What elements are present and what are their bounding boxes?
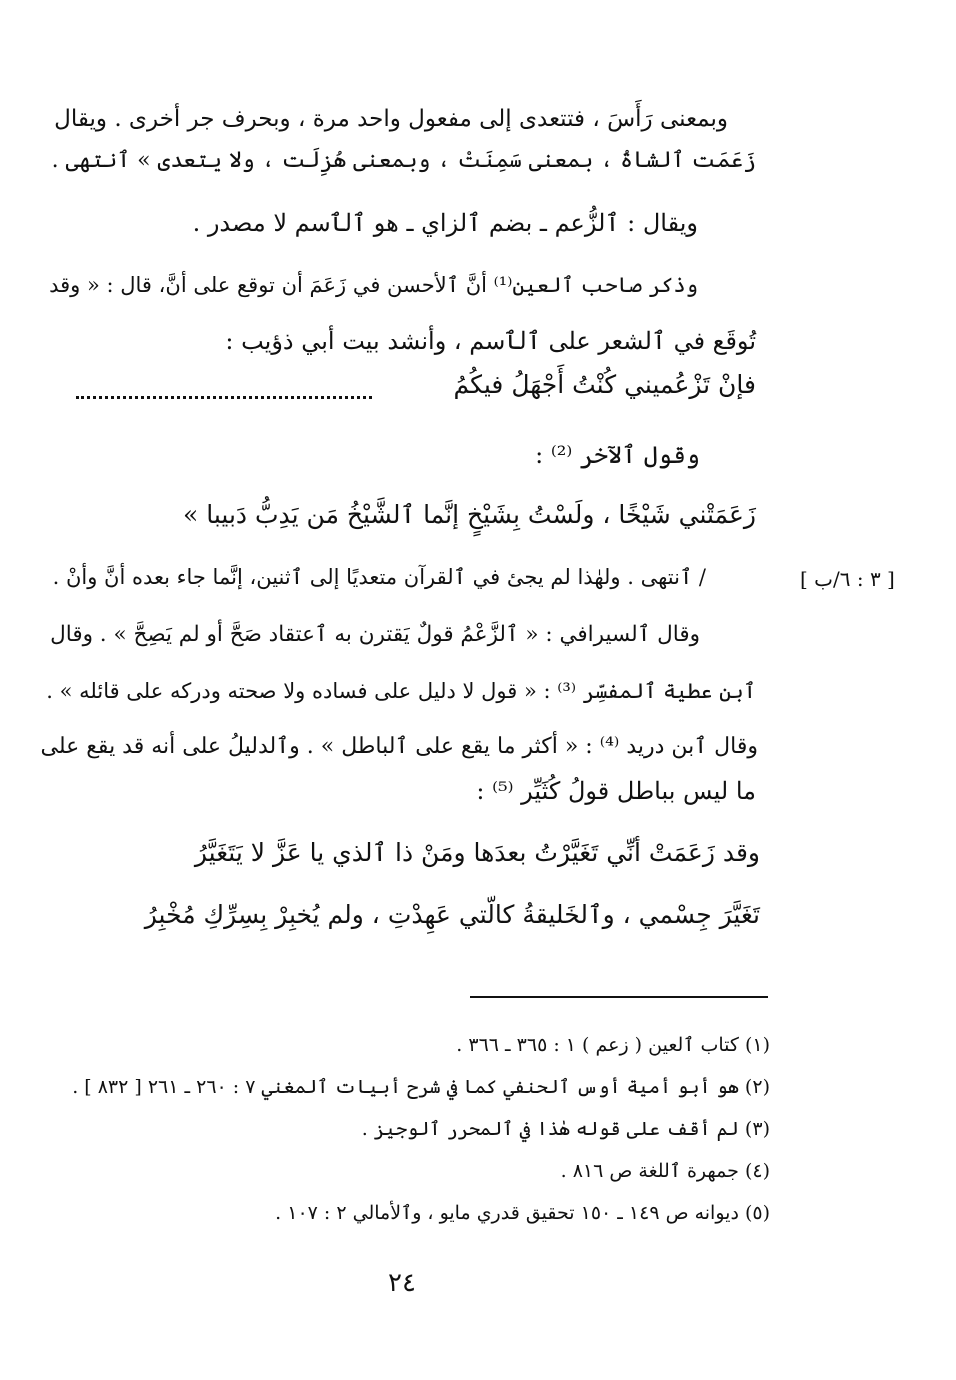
footnote-2: (٢) هو أبو أمية أوس ٱلحنفي كما في شرح أبيات ٱلمغني ٧ : ٢٦٠ ـ ٢٦١ [ ٨٣٢ ] .: [72, 1076, 770, 1098]
footnote-1: (١) كتاب ٱلعين ( زعم ) ١ : ٣٦٥ ـ ٣٦٦ .: [456, 1034, 770, 1056]
text-line-1: وبمعنى رَأَسَ ، فتتعدى إلى مفعول واحد مرة ، وبحرف جر أخرى . ويقال: [54, 106, 728, 132]
text-line-7: / ٱنتهى . ولهٰذا لم يجئ في ٱلقرآن متعديًا إلى ٱثنين، إنَّما جاء بعده أنَّ وأنْ .: [52, 565, 706, 589]
verse-line-2: وقد زَعَمَتْ أنِّي تَغَيَّرْتُ بعدَها ومَنْ ذا ٱلذي يا عَزَّ لا يَتَغَيَّرُ: [194, 838, 760, 867]
text-line-10: وقال ٱبن دريد ⁽⁴⁾ : « أكثر ما يقع على ٱلباطل » . وٱلدليلُ على أنه قد يقع على: [40, 734, 758, 759]
text-line-6: وقول ٱلآخر ⁽²⁾ :: [535, 441, 700, 469]
page-number: ٢٤: [388, 1268, 416, 1298]
footnote-4: (٤) جمهرة ٱللغة ص ٨١٦ .: [560, 1160, 770, 1182]
verse-hemistich: فإنْ تَزْعُميني كُنْتُ أَجْهَلُ فيكُمُ: [453, 370, 756, 399]
verse-line-3: تَغَيَّرَ جِسْمي ، وٱلخَليقةُ كالّتي عَهِدْتِ ، ولم يُخبِرْ بِسِرِّكِ مُخْبِرُ: [144, 900, 760, 929]
text-line-9: ٱبن عطية ٱلمفسِّر ⁽³⁾ : « قول لا دليل على فساده ولا صحته ودركه على قائله » .: [46, 679, 756, 703]
text-line-11: ما ليس بباطل قولُ كُثَيِّر ⁽⁵⁾ :: [476, 777, 756, 805]
ellipsis-dots: [76, 392, 372, 399]
text-line-4: وذكر صاحب ٱلعين⁽¹⁾ أنَّ ٱلأحسن في زَعَمَ أن توقع على أنَّ، قال : « وقد: [49, 273, 698, 297]
verse-line-1: زَعَمَتْني شَيْخًا ، ولَسْتُ بِشَيْخٍ إنَّما ٱلشَّيْخُ مَن يَدِبُّ دَبيبا »: [183, 500, 756, 529]
text-line-3: ويقال : ٱلزُّعم ـ بضم ٱلزاي ـ هو ٱلٱسم لا مصدر .: [192, 209, 698, 237]
text-line-5: تُوقَع في ٱلشعر على ٱلٱسم ، وأنشد بيت أبي ذؤيب :: [225, 327, 756, 355]
footnote-3: (٣) لم أقف على قوله هٰذا في ٱلمحرر ٱلوجيز .: [361, 1118, 770, 1140]
text-line-8: وقال ٱلسيرافي : « ٱلزَّعْمُ قولٌ يَقترن به ٱعتقاد صَحَّ أو لم يَصِحَّ » . وقال: [50, 622, 700, 647]
margin-reference: [ ٣ : ٦/ب ]: [800, 567, 895, 591]
footnote-separator: [470, 996, 768, 998]
footnote-5: (٥) ديوانه ص ١٤٩ ـ ١٥٠ تحقيق قدري مايو ، وٱلأمالي ٢ : ١٠٧ .: [275, 1202, 770, 1224]
text-line-2: زَعَمَت ٱلشاةُ ، بمعنى سَمِنَتْ ، وبمعنى هُزِلَت ، ولا يتعدى » ٱنتهى .: [51, 148, 756, 173]
